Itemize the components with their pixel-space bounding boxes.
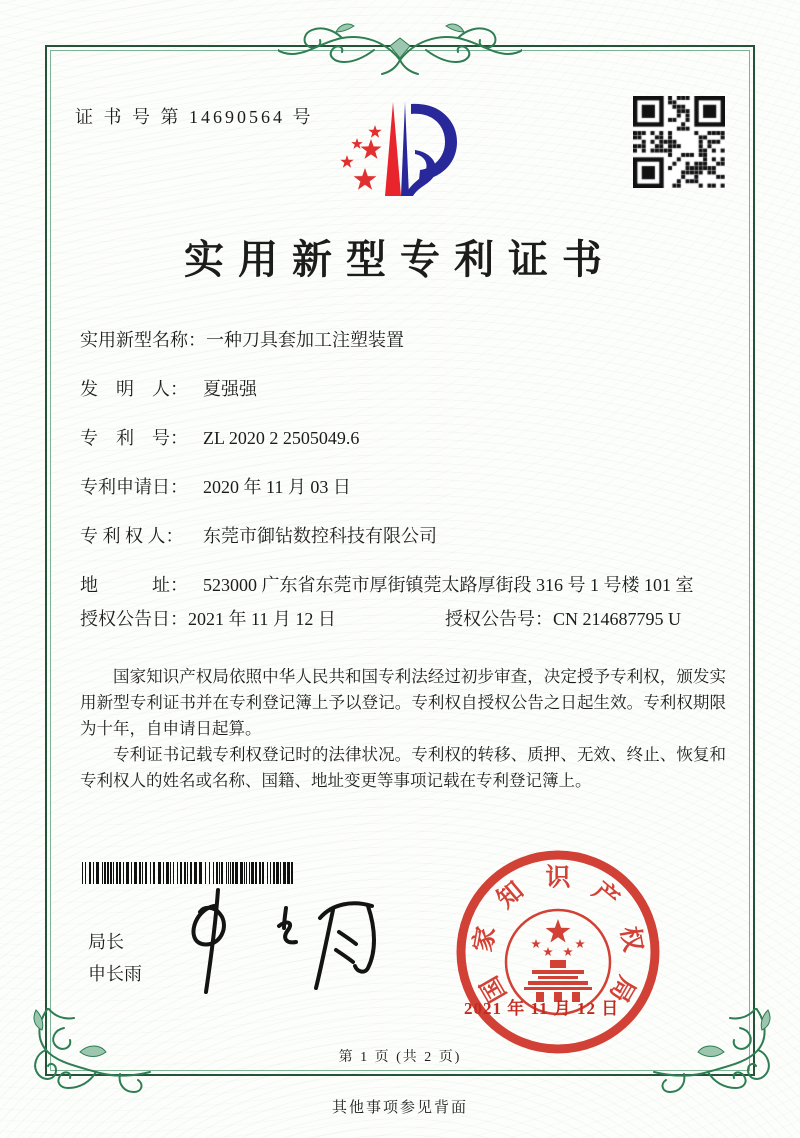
field-label: 地 址： xyxy=(80,575,188,595)
certificate-number: 证 书 号 第 14690564 号 xyxy=(75,107,314,127)
field-label: 实用新型名称： xyxy=(80,330,206,350)
field-value: 东莞市御钻数控科技有限公司 xyxy=(203,526,437,546)
page-number: 第 1 页 (共 2 页) xyxy=(338,1050,462,1065)
field-list xyxy=(80,328,724,631)
field-value: 夏强强 xyxy=(203,379,257,399)
svg-text:知: 知 xyxy=(492,877,529,914)
grant-number-label: 授权公告号： xyxy=(445,609,553,629)
svg-text:国: 国 xyxy=(476,971,513,1007)
grant-date-label: 授权公告日： xyxy=(80,609,188,629)
field-row-name xyxy=(80,328,724,352)
field-value: 523000 广东省东莞市厚街镇莞太路厚街段 316 号 1 号楼 101 室 xyxy=(203,575,694,595)
seal-date: 2021 年 11 月 12 日 xyxy=(464,999,620,1018)
top-flourish-ornament-icon xyxy=(278,16,522,78)
field-row-address xyxy=(80,573,724,597)
field-label: 专 利 号： xyxy=(80,428,188,448)
qr-code-icon xyxy=(633,96,725,188)
svg-text:产: 产 xyxy=(587,877,624,914)
field-row-patentee xyxy=(80,524,724,548)
cnipa-logo-icon xyxy=(335,92,470,204)
back-note: 其他事项参见背面 xyxy=(331,1100,468,1116)
commissioner-name: 申长雨 xyxy=(88,964,142,984)
svg-text:局: 局 xyxy=(603,971,640,1007)
commissioner-signature-icon xyxy=(180,886,410,1002)
grant-date-value: 2021 年 11 月 12 日 xyxy=(188,609,336,629)
grant-number-value: CN 214687795 U xyxy=(553,609,682,629)
field-value: 一种刀具套加工注塑装置 xyxy=(206,330,404,350)
field-row-filing-date xyxy=(80,475,724,499)
legal-text xyxy=(80,664,726,794)
field-row-patent-number xyxy=(80,426,724,450)
commissioner-title: 局长 xyxy=(88,932,124,952)
field-label: 发 明 人： xyxy=(80,379,188,399)
field-value: ZL 2020 2 2505049.6 xyxy=(203,428,360,448)
field-row-grant xyxy=(80,607,724,631)
certificate-title: 实用新型专利证书 xyxy=(184,237,616,282)
cnipa-seal-icon xyxy=(452,846,664,1058)
legal-paragraph-1: 国家知识产权局依照中华人民共和国专利法经过初步审查，决定授予专利权，颁发实用新型专利证书并在专利登记簿上予以登记。专利权自授权公告之日起生效。专利权期限为十年，自申请日起算。 xyxy=(80,667,726,738)
field-row-inventor xyxy=(80,377,724,401)
barcode-icon xyxy=(82,862,294,884)
field-label: 专利申请日： xyxy=(80,477,188,497)
svg-text:权: 权 xyxy=(615,924,647,954)
legal-paragraph-2: 专利证书记载专利权登记时的法律状况。专利权的转移、质押、无效、终止、恢复和专利权人的姓名或名称、国籍、地址变更等事项记载在专利登记簿上。 xyxy=(80,745,726,790)
svg-text:识: 识 xyxy=(545,864,571,892)
field-label: 专 利 权 人： xyxy=(80,526,184,546)
field-value: 2020 年 11 月 03 日 xyxy=(203,477,351,497)
svg-text:家: 家 xyxy=(469,924,501,954)
